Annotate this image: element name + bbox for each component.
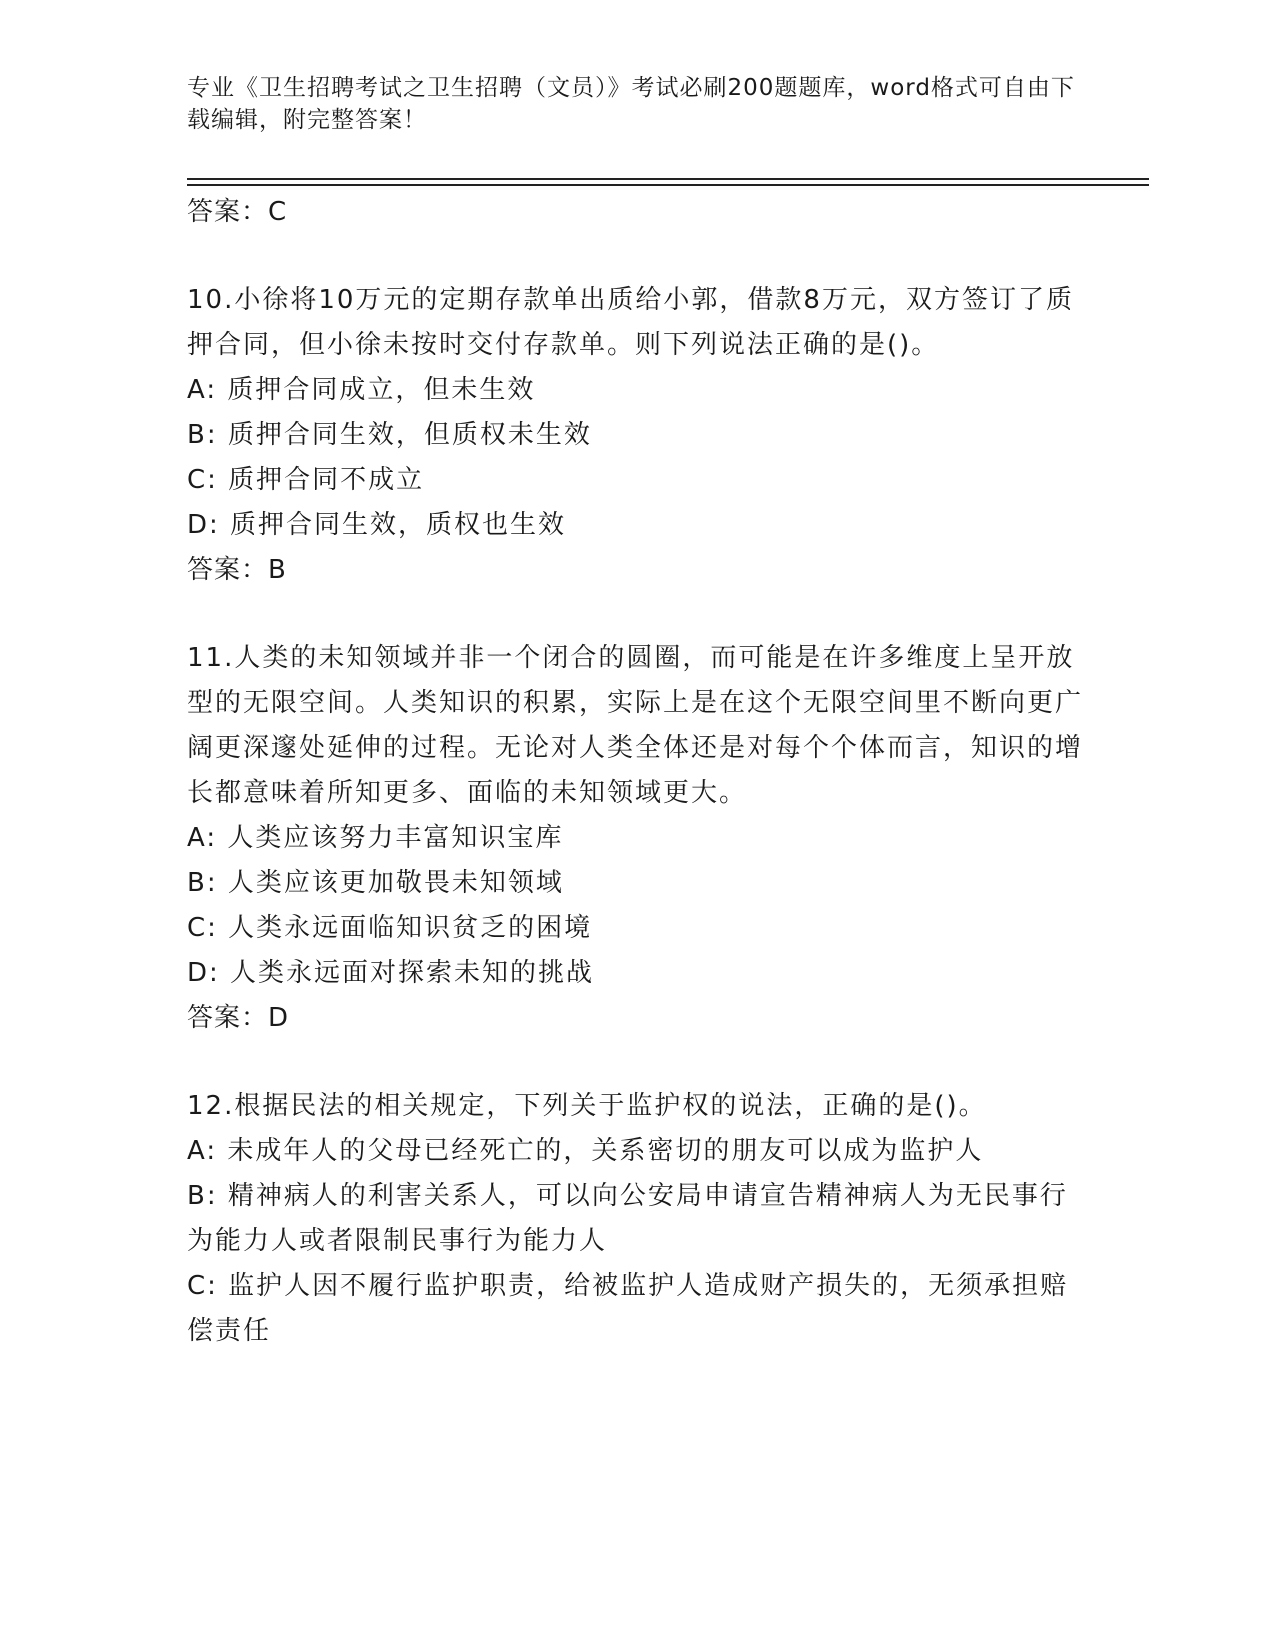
option-d: D: 质押合同生效，质权也生效 [187,510,567,540]
option-a: A: 质押合同成立，但未生效 [187,375,536,405]
header-rule-bottom [187,184,1149,186]
question-10 [187,278,1087,592]
question-stem: 12.根据民法的相关规定，下列关于监护权的说法，正确的是()。 [187,1091,987,1121]
document-header: 专业《卫生招聘考试之卫生招聘（文员）》考试必刷200题题库，word格式可自由下载编辑，附完整答案！ [187,75,1075,133]
option-b: B: 精神病人的利害关系人，可以向公安局申请宣告精神病人为无民事行为能力人或者限制民事行为能力人 [187,1181,1068,1256]
answer: 答案：D [187,1003,290,1033]
question-stem: 10.小徐将10万元的定期存款单出质给小郭，借款8万元，双方签订了质押合同，但小徐未按时交付存款单。则下列说法正确的是()。 [187,285,1074,360]
question-11 [187,636,1087,1040]
header-rule-top [187,178,1149,180]
option-a: A: 人类应该努力丰富知识宝库 [187,823,564,853]
option-d: D: 人类永远面对探索未知的挑战 [187,958,595,988]
option-c: C: 监护人因不履行监护职责，给被监护人造成财产损失的，无须承担赔偿责任 [187,1271,1069,1346]
option-b: B: 人类应该更加敬畏未知领域 [187,868,564,898]
question-12 [187,1084,1087,1354]
question-list [187,190,1087,1354]
option-c: C: 质押合同不成立 [187,465,425,495]
answer: 答案：B [187,555,287,585]
option-c: C: 人类永远面临知识贫乏的困境 [187,913,593,943]
option-a: A: 未成年人的父母已经死亡的，关系密切的朋友可以成为监护人 [187,1136,984,1166]
question-stem: 11.人类的未知领域并非一个闭合的圆圈，而可能是在许多维度上呈开放型的无限空间。人类知识的积累，实际上是在这个无限空间里不断向更广阔更深邃处延伸的过程。无论对人类全体还是对每个个体而言，知识的增长都意味着所知更多、面临的未知领域更大。 [187,643,1084,808]
previous-answer: 答案：C [187,197,288,227]
option-b: B: 质押合同生效，但质权未生效 [187,420,592,450]
